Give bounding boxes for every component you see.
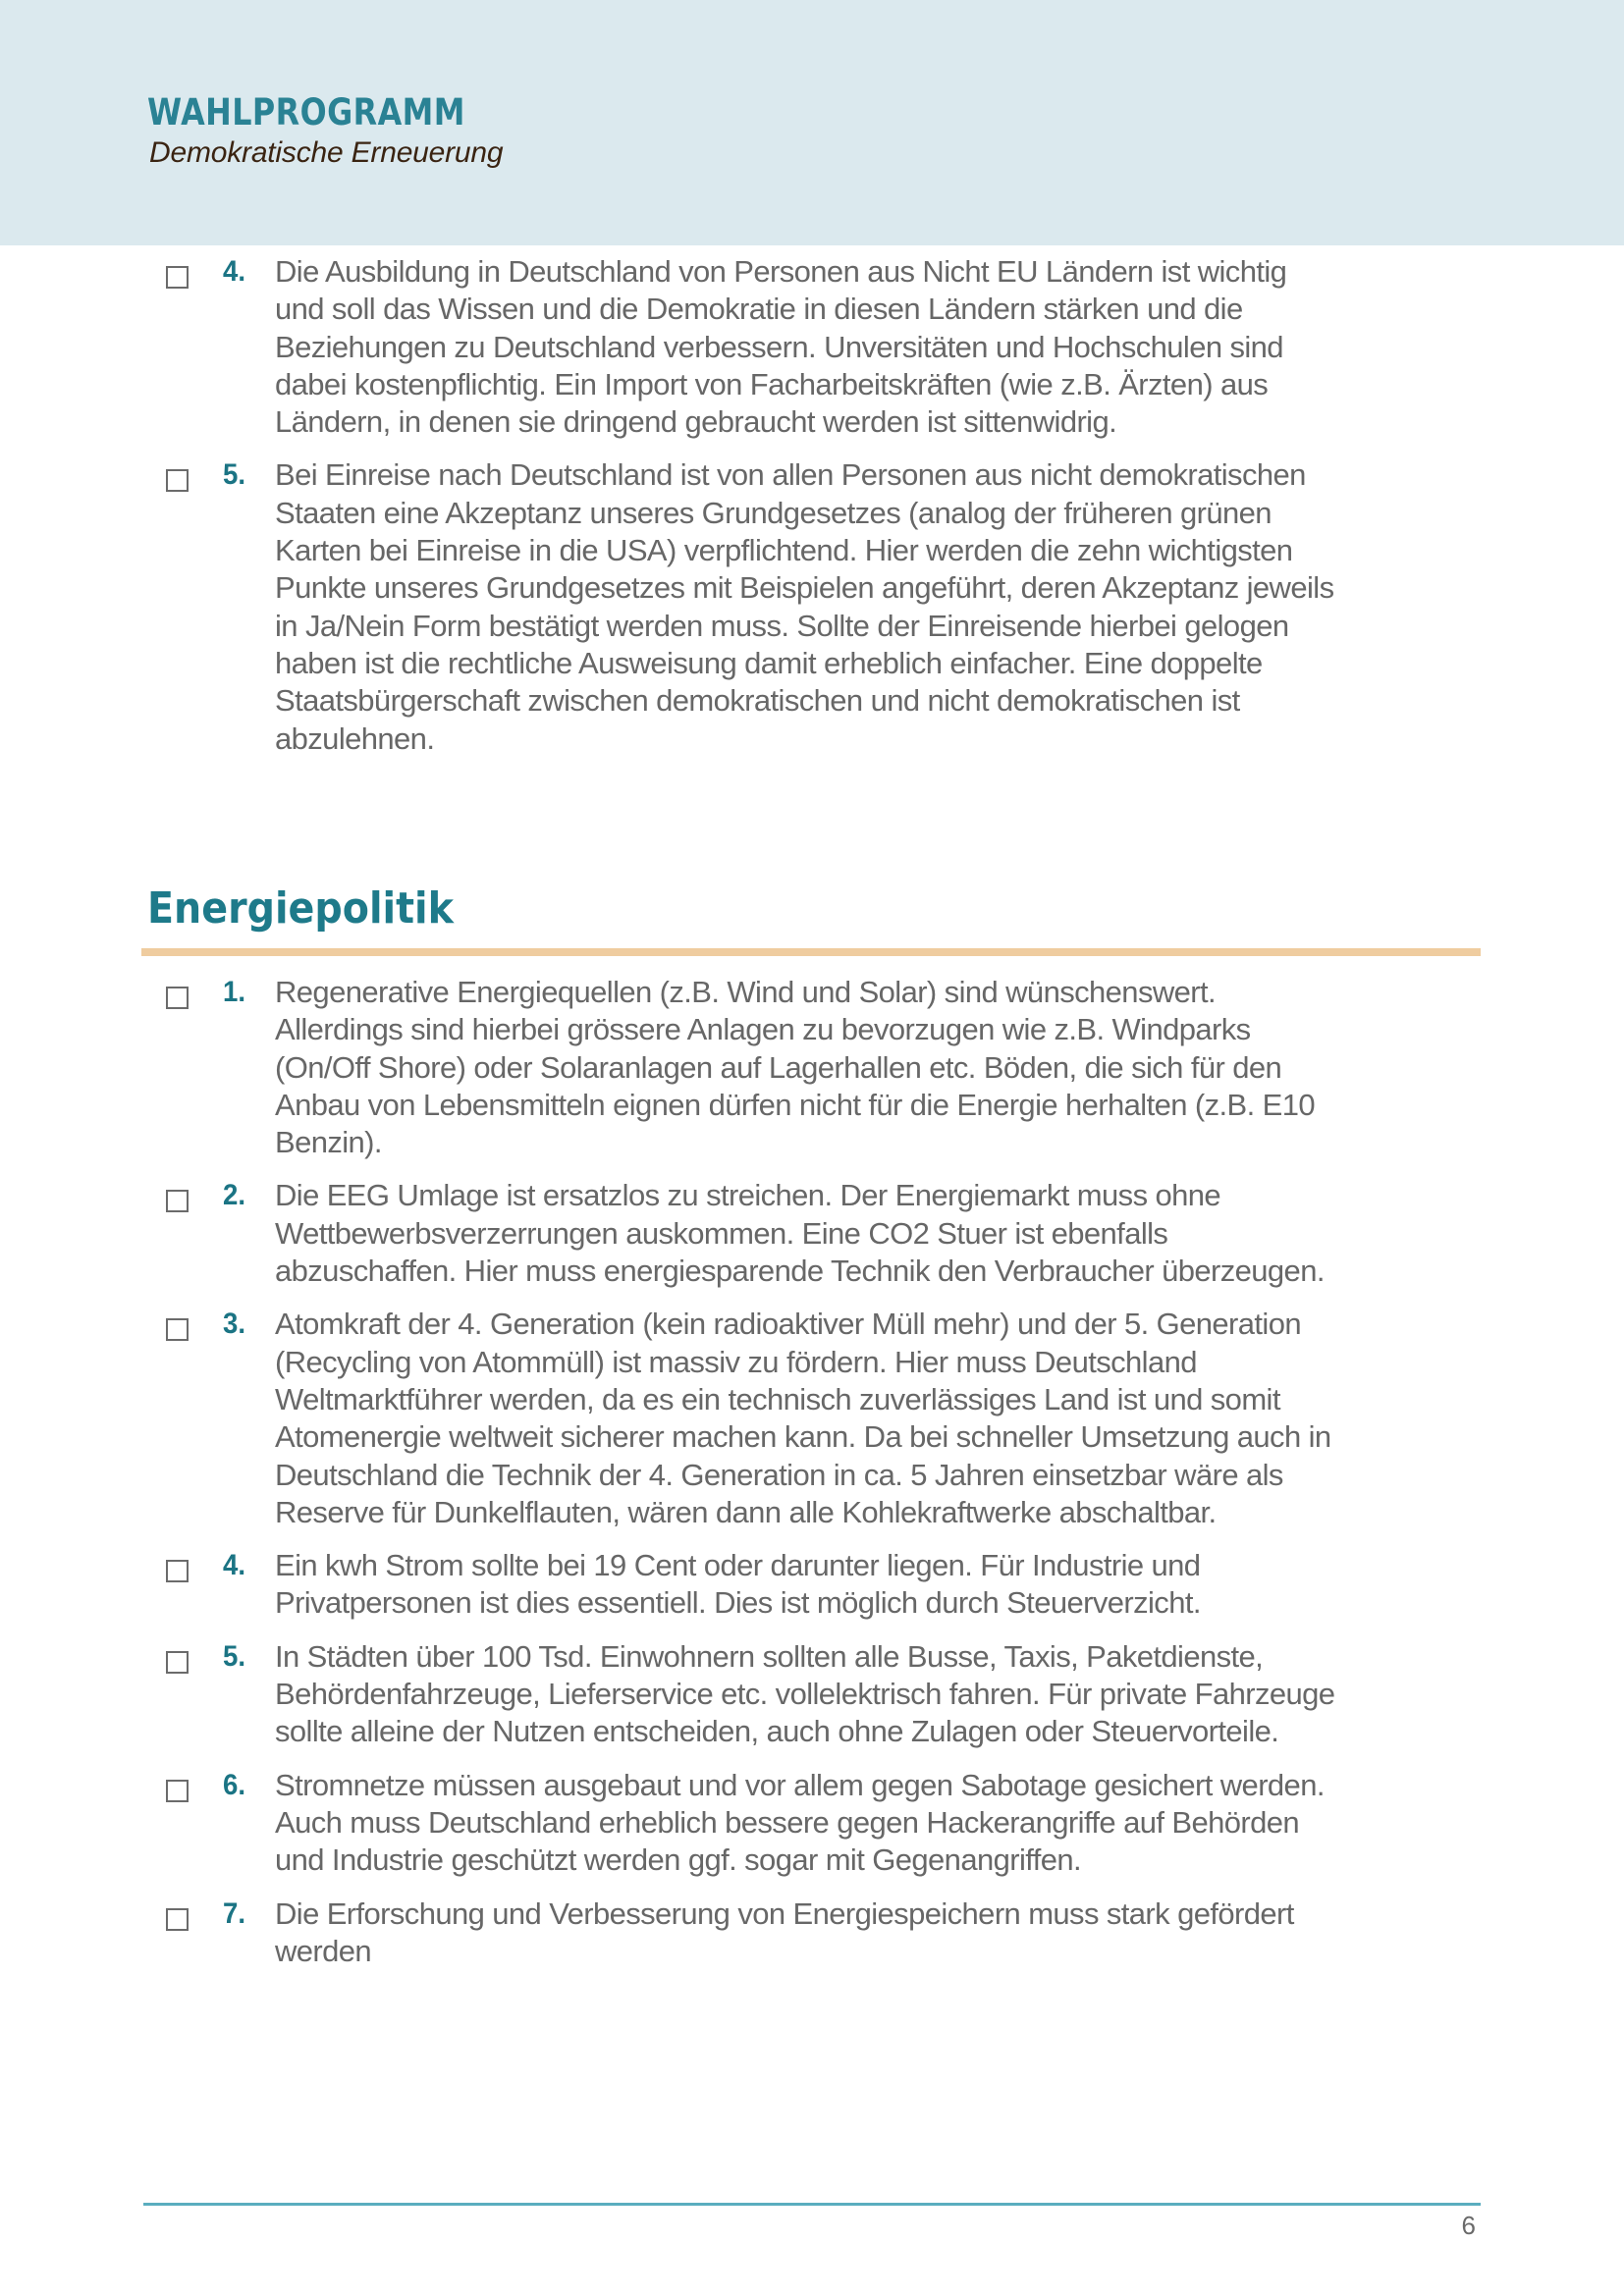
page-number: 6	[1461, 2211, 1476, 2240]
list-item	[0, 1896, 1624, 1971]
text-line: Ein kwh Strom sollte bei 19 Cent oder darunter liegen. Für Industrie und	[275, 1548, 1201, 1583]
text-line: Stromnetze müssen ausgebaut und vor allem gegen Sabotage gesichert werden.	[275, 1767, 1325, 1802]
text-line: (On/Off Shore) oder Solaranlagen auf Lagerhallen etc. Böden, die sich für den	[275, 1049, 1282, 1085]
text-line: abzuschaffen. Hier muss energiesparende Technik den Verbraucher überzeugen.	[275, 1254, 1325, 1289]
text-line: Wettbewerbsverzerrungen auskommen. Eine CO2 Stuer ist ebenfalls	[275, 1215, 1168, 1251]
text-line: (Recycling von Atommüll) ist massiv zu fördern. Hier muss Deutschland	[275, 1344, 1197, 1379]
text-line: Beziehungen zu Deutschland verbessern. Unversitäten und Hochschulen sind	[275, 329, 1283, 364]
checkbox-icon[interactable]	[166, 1908, 189, 1931]
list-item	[0, 456, 1624, 757]
text-line: Deutschland die Technik der 4. Generation in ca. 5 Jahren einsetzbar wäre als	[275, 1457, 1283, 1492]
list-item	[0, 1767, 1624, 1880]
item-number: 3.	[223, 1308, 246, 1341]
list-item	[0, 1306, 1624, 1531]
item-text	[275, 456, 1624, 757]
item-number: 7.	[223, 1896, 246, 1930]
text-line: und Industrie geschützt werden ggf. sogar mit Gegenangriffen.	[275, 1842, 1082, 1878]
item-number: 2.	[223, 1179, 246, 1212]
item-text	[275, 1177, 1624, 1290]
item-text	[275, 253, 1624, 441]
text-line: Reserve für Dunkelflauten, wären dann alle Kohlekraftwerke abschaltbar.	[275, 1494, 1217, 1529]
text-line: Benzin).	[275, 1125, 382, 1160]
section-divider	[141, 948, 1481, 956]
document-title: WAHLPROGRAMM	[147, 91, 465, 133]
item-text	[275, 1896, 1624, 1971]
header-band	[0, 0, 1624, 245]
previous-section-list	[0, 253, 1624, 774]
text-line: haben ist die rechtliche Ausweisung damit erheblich einfacher. Eine doppelte	[275, 645, 1263, 680]
item-text	[275, 1767, 1624, 1880]
checkbox-icon[interactable]	[166, 1780, 189, 1802]
text-line: Weltmarktführer werden, da es ein technisch zuverlässiges Land ist und somit	[275, 1381, 1280, 1416]
text-line: Punkte unseres Grundgesetzes mit Beispielen angeführt, deren Akzeptanz jeweils	[275, 570, 1334, 606]
list-item	[0, 1177, 1624, 1290]
item-number: 4.	[223, 1549, 246, 1582]
item-text	[275, 1306, 1624, 1531]
energy-policy-list	[0, 974, 1624, 1986]
list-item	[0, 1638, 1624, 1751]
text-line: In Städten über 100 Tsd. Einwohnern sollten alle Busse, Taxis, Paketdienste,	[275, 1638, 1264, 1674]
item-number: 5.	[223, 458, 246, 492]
text-line: abzulehnen.	[275, 721, 435, 756]
checkbox-icon[interactable]	[166, 266, 189, 289]
list-item	[0, 974, 1624, 1161]
section-heading: Energiepolitik	[147, 883, 454, 934]
checkbox-icon[interactable]	[166, 469, 189, 492]
text-line: Staaten eine Akzeptanz unseres Grundgesetzes (analog der früheren grünen	[275, 495, 1272, 530]
text-line: sollte alleine der Nutzen entscheiden, auch ohne Zulagen oder Steuervorteile.	[275, 1714, 1279, 1749]
text-line: Staatsbürgerschaft zwischen demokratischen und nicht demokratischen ist	[275, 683, 1240, 719]
text-line: Behördenfahrzeuge, Lieferservice etc. vollelektrisch fahren. Für private Fahrzeuge	[275, 1677, 1335, 1712]
text-line: werden	[275, 1933, 372, 1968]
checkbox-icon[interactable]	[166, 1190, 189, 1212]
checkbox-icon[interactable]	[166, 1318, 189, 1341]
text-line: Auch muss Deutschland erheblich bessere gegen Hackerangriffe auf Behörden	[275, 1804, 1300, 1840]
text-line: Die Ausbildung in Deutschland von Personen aus Nicht EU Ländern ist wichtig	[275, 254, 1287, 289]
item-text	[275, 1547, 1624, 1623]
checkbox-icon[interactable]	[166, 987, 189, 1009]
text-line: Privatpersonen ist dies essentiell. Dies ist möglich durch Steuerverzicht.	[275, 1585, 1201, 1621]
item-number: 1.	[223, 976, 246, 1008]
text-line: Die Erforschung und Verbesserung von Energiespeichern muss stark gefördert	[275, 1896, 1294, 1931]
text-line: Ländern, in denen sie dringend gebraucht werden ist sittenwidrig.	[275, 404, 1117, 440]
item-text	[275, 974, 1624, 1161]
text-line: Bei Einreise nach Deutschland ist von allen Personen aus nicht demokratischen	[275, 457, 1306, 493]
text-line: und soll das Wissen und die Demokratie in diesen Ländern stärken und die	[275, 292, 1243, 327]
checkbox-icon[interactable]	[166, 1560, 189, 1582]
checkbox-icon[interactable]	[166, 1651, 189, 1674]
text-line: Atomkraft der 4. Generation (kein radioaktiver Müll mehr) und der 5. Generation	[275, 1307, 1302, 1342]
text-line: dabei kostenpflichtig. Ein Import von Facharbeitskräften (wie z.B. Ärzten) aus	[275, 366, 1269, 401]
text-line: Atomenergie weltweit sicherer machen kann. Da bei schneller Umsetzung auch in	[275, 1419, 1331, 1455]
text-line: Regenerative Energiequellen (z.B. Wind und Solar) sind wünschenswert.	[275, 975, 1217, 1009]
text-line: in Ja/Nein Form bestätigt werden muss. Sollte der Einreisende hierbei gelogen	[275, 608, 1289, 643]
list-item	[0, 1547, 1624, 1623]
text-line: Die EEG Umlage ist ersatzlos zu streichen. Der Energiemarkt muss ohne	[275, 1178, 1221, 1213]
item-number: 5.	[223, 1639, 246, 1673]
footer-divider	[143, 2203, 1481, 2206]
list-item	[0, 253, 1624, 441]
item-number: 4.	[223, 255, 246, 288]
text-line: Allerdings sind hierbei grössere Anlagen zu bevorzugen wie z.B. Windparks	[275, 1012, 1251, 1047]
text-line: Karten bei Einreise in die USA) verpflichtend. Hier werden die zehn wichtigsten	[275, 533, 1293, 568]
document-subtitle: Demokratische Erneuerung	[149, 136, 504, 169]
text-line: Anbau von Lebensmitteln eignen dürfen nicht für die Energie herhalten (z.B. E10	[275, 1087, 1315, 1122]
item-text	[275, 1638, 1624, 1751]
item-number: 6.	[223, 1768, 246, 1801]
